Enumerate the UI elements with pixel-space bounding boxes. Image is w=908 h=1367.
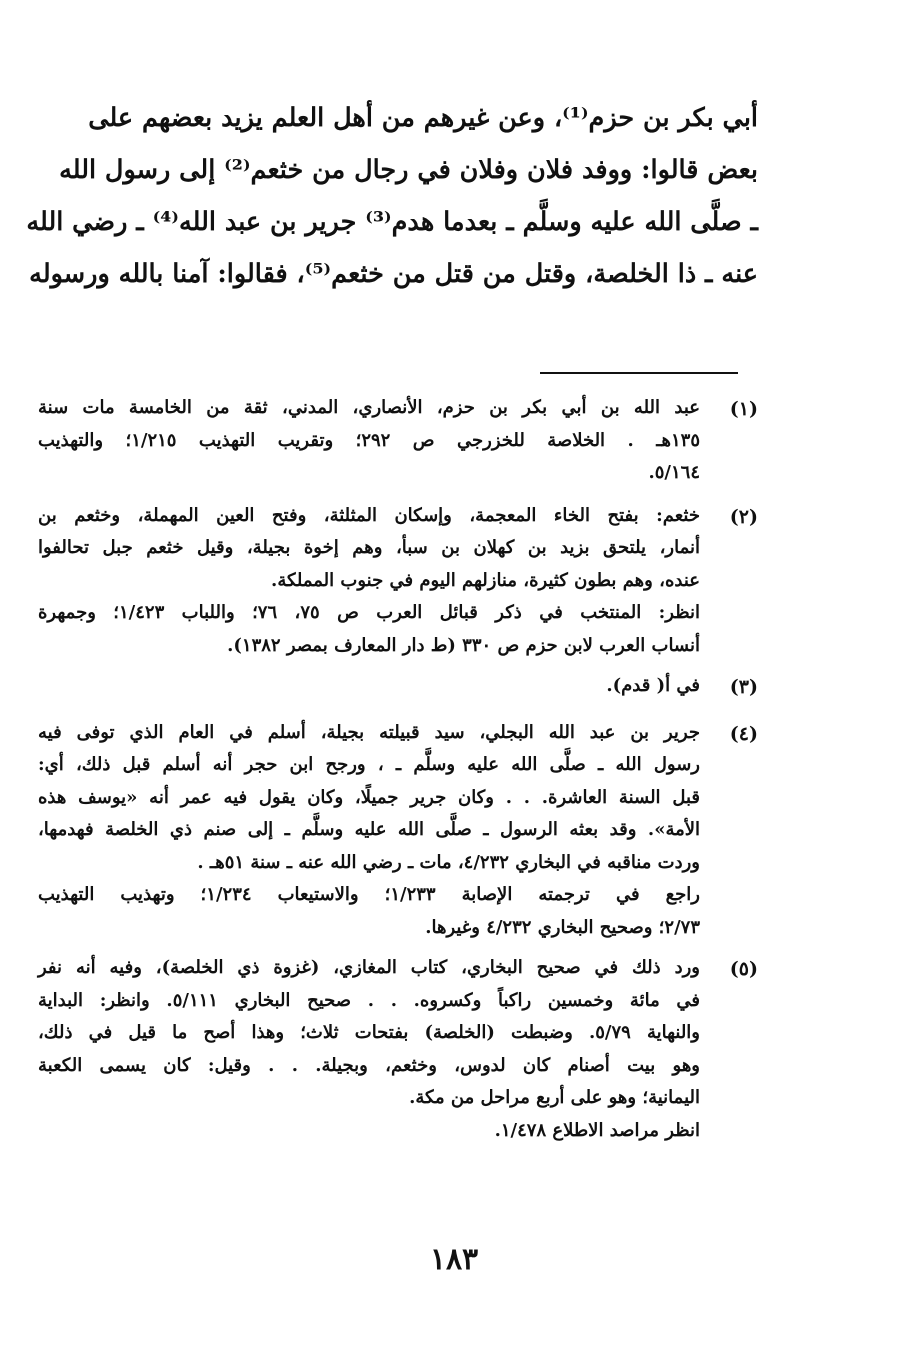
footnotes (38, 392, 758, 1147)
footnote-line: ١٣٥هـ . الخلاصة للخزرجي ص ٢٩٢؛ وتقريب التهذيب ١/٢١٥؛ والتهذيب (38, 429, 701, 451)
footnote-number: (٢) (729, 505, 758, 528)
footnote-line: في أ( قدم). (606, 675, 700, 696)
footnote-4 (38, 717, 758, 945)
main-text (26, 92, 758, 300)
footnote-line: والنهاية ٥/٧٩. وضبطت (الخلصة) بفتحات ثلاث؛ وهذا أصح ما قيل في ذلك، (38, 1022, 700, 1043)
footnote-number: (٥) (729, 958, 758, 980)
footnote-line: وهو بيت أصنام كان لدوس، وخثعم، وبجيلة. . . وقيل: كان يسمى الكعبة (38, 1054, 700, 1076)
footnote-line: ٢/٧٣؛ وصحيح البخاري ٤/٢٣٢ وغيرها. (425, 916, 700, 938)
footnote-line: خثعم: بفتح الخاء المعجمة، وإسكان المثلثة، وفتح العين المهملة، وخثعم بن (38, 504, 700, 526)
footnote-body (38, 717, 700, 945)
footnote-line: عنده، وهم بطون كثيرة، منازلهم اليوم في جنوب المملكة. (271, 569, 700, 591)
footnote-body (38, 670, 700, 703)
main-text-line: بعض قالوا: ووفد فلان وفلان في رجال من خثعم⁽²⁾ إلى رسول الله (59, 155, 758, 185)
footnote-line: في مائة وخمسين راكباً وكسروه. . . صحيح البخاري ٥/١١١. وانظر: البداية (38, 989, 700, 1011)
footnote-line: اليمانية؛ وهو على أربع مراحل من مكة. (409, 1087, 700, 1108)
footnote-1 (38, 392, 758, 490)
footnote-line: راجع في ترجمته الإصابة ١/٢٣٣؛ والاستيعاب ١/٢٣٤؛ وتهذيب التهذيب (38, 884, 700, 905)
footnote-body (38, 392, 700, 490)
main-text-line: عنه ـ ذا الخلصة، وقتل من قتل من خثعم⁽⁵⁾، فقالوا: آمنا بالله ورسوله (29, 259, 758, 289)
footnote-line: الأمة». وقد بعثه الرسول ـ صلَّى الله عليه وسلَّم ـ إلى صنم ذي الخلصة فهدمها، (38, 819, 700, 840)
footnote-line: ٥/١٦٤. (648, 462, 700, 483)
footnote-line: جرير بن عبد الله البجلي، سيد قبيلته بجيلة، أسلم في العام الذي توفى فيه (38, 721, 700, 743)
footnote-body (38, 500, 700, 663)
footnote-line: انظر: المنتخب في ذكر قبائل العرب ص ٧٥، ٧٦؛ واللباب ١/٤٢٣؛ وجمهرة (38, 602, 700, 623)
footnote-number: (٣) (729, 676, 758, 698)
footnote-line: أنمار، يلتحق بزيد بن كهلان بن سبأ، وهم إخوة بجيلة، وقيل خثعم جبل تحالفوا (38, 537, 700, 558)
footnote-separator-rule (540, 372, 738, 374)
footnote-2 (38, 500, 758, 663)
footnote-line: عبد الله بن أبي بكر بن حزم، الأنصاري، المدني، ثقة من الخامسة مات سنة (38, 397, 700, 418)
footnote-line: ورد ذلك في صحيح البخاري، كتاب المغازي، (غزوة ذي الخلصة)، وفيه أنه نفر (38, 957, 700, 978)
footnote-line: وردت مناقبه في البخاري ٤/٢٣٢، مات ـ رضي الله عنه ـ سنة ٥١هـ . (197, 851, 700, 873)
footnote-number: (١) (729, 398, 758, 420)
footnote-5 (38, 952, 758, 1147)
footnote-line: قبل السنة العاشرة. . . وكان جرير جميلًا، وكان يقول فيه عمر أنه «يوسف هذه (38, 786, 700, 808)
footnote-line: انظر مراصد الاطلاع ١/٤٧٨. (494, 1119, 700, 1141)
main-text-line: ـ صلَّى الله عليه وسلَّم ـ بعدما هدم⁽³⁾ جرير بن عبد الله⁽⁴⁾ ـ رضي الله (26, 207, 758, 237)
page-number: ١٨٣ (429, 1242, 479, 1277)
footnote-3 (38, 670, 758, 703)
footnote-number: (٤) (729, 722, 758, 745)
footnote-line: رسول الله ـ صلَّى الله عليه وسلَّم ـ ، ورجح ابن حجر أنه أسلم قبل ذلك، أي: (38, 754, 700, 775)
footnote-body (38, 952, 700, 1147)
footnote-line: أنساب العرب لابن حزم ص ٣٣٠ (ط دار المعارف بمصر ١٣٨٢). (227, 634, 700, 656)
main-text-line: أبي بكر بن حزم⁽¹⁾، وعن غيرهم من أهل العلم يزيد بعضهم على (88, 103, 758, 133)
